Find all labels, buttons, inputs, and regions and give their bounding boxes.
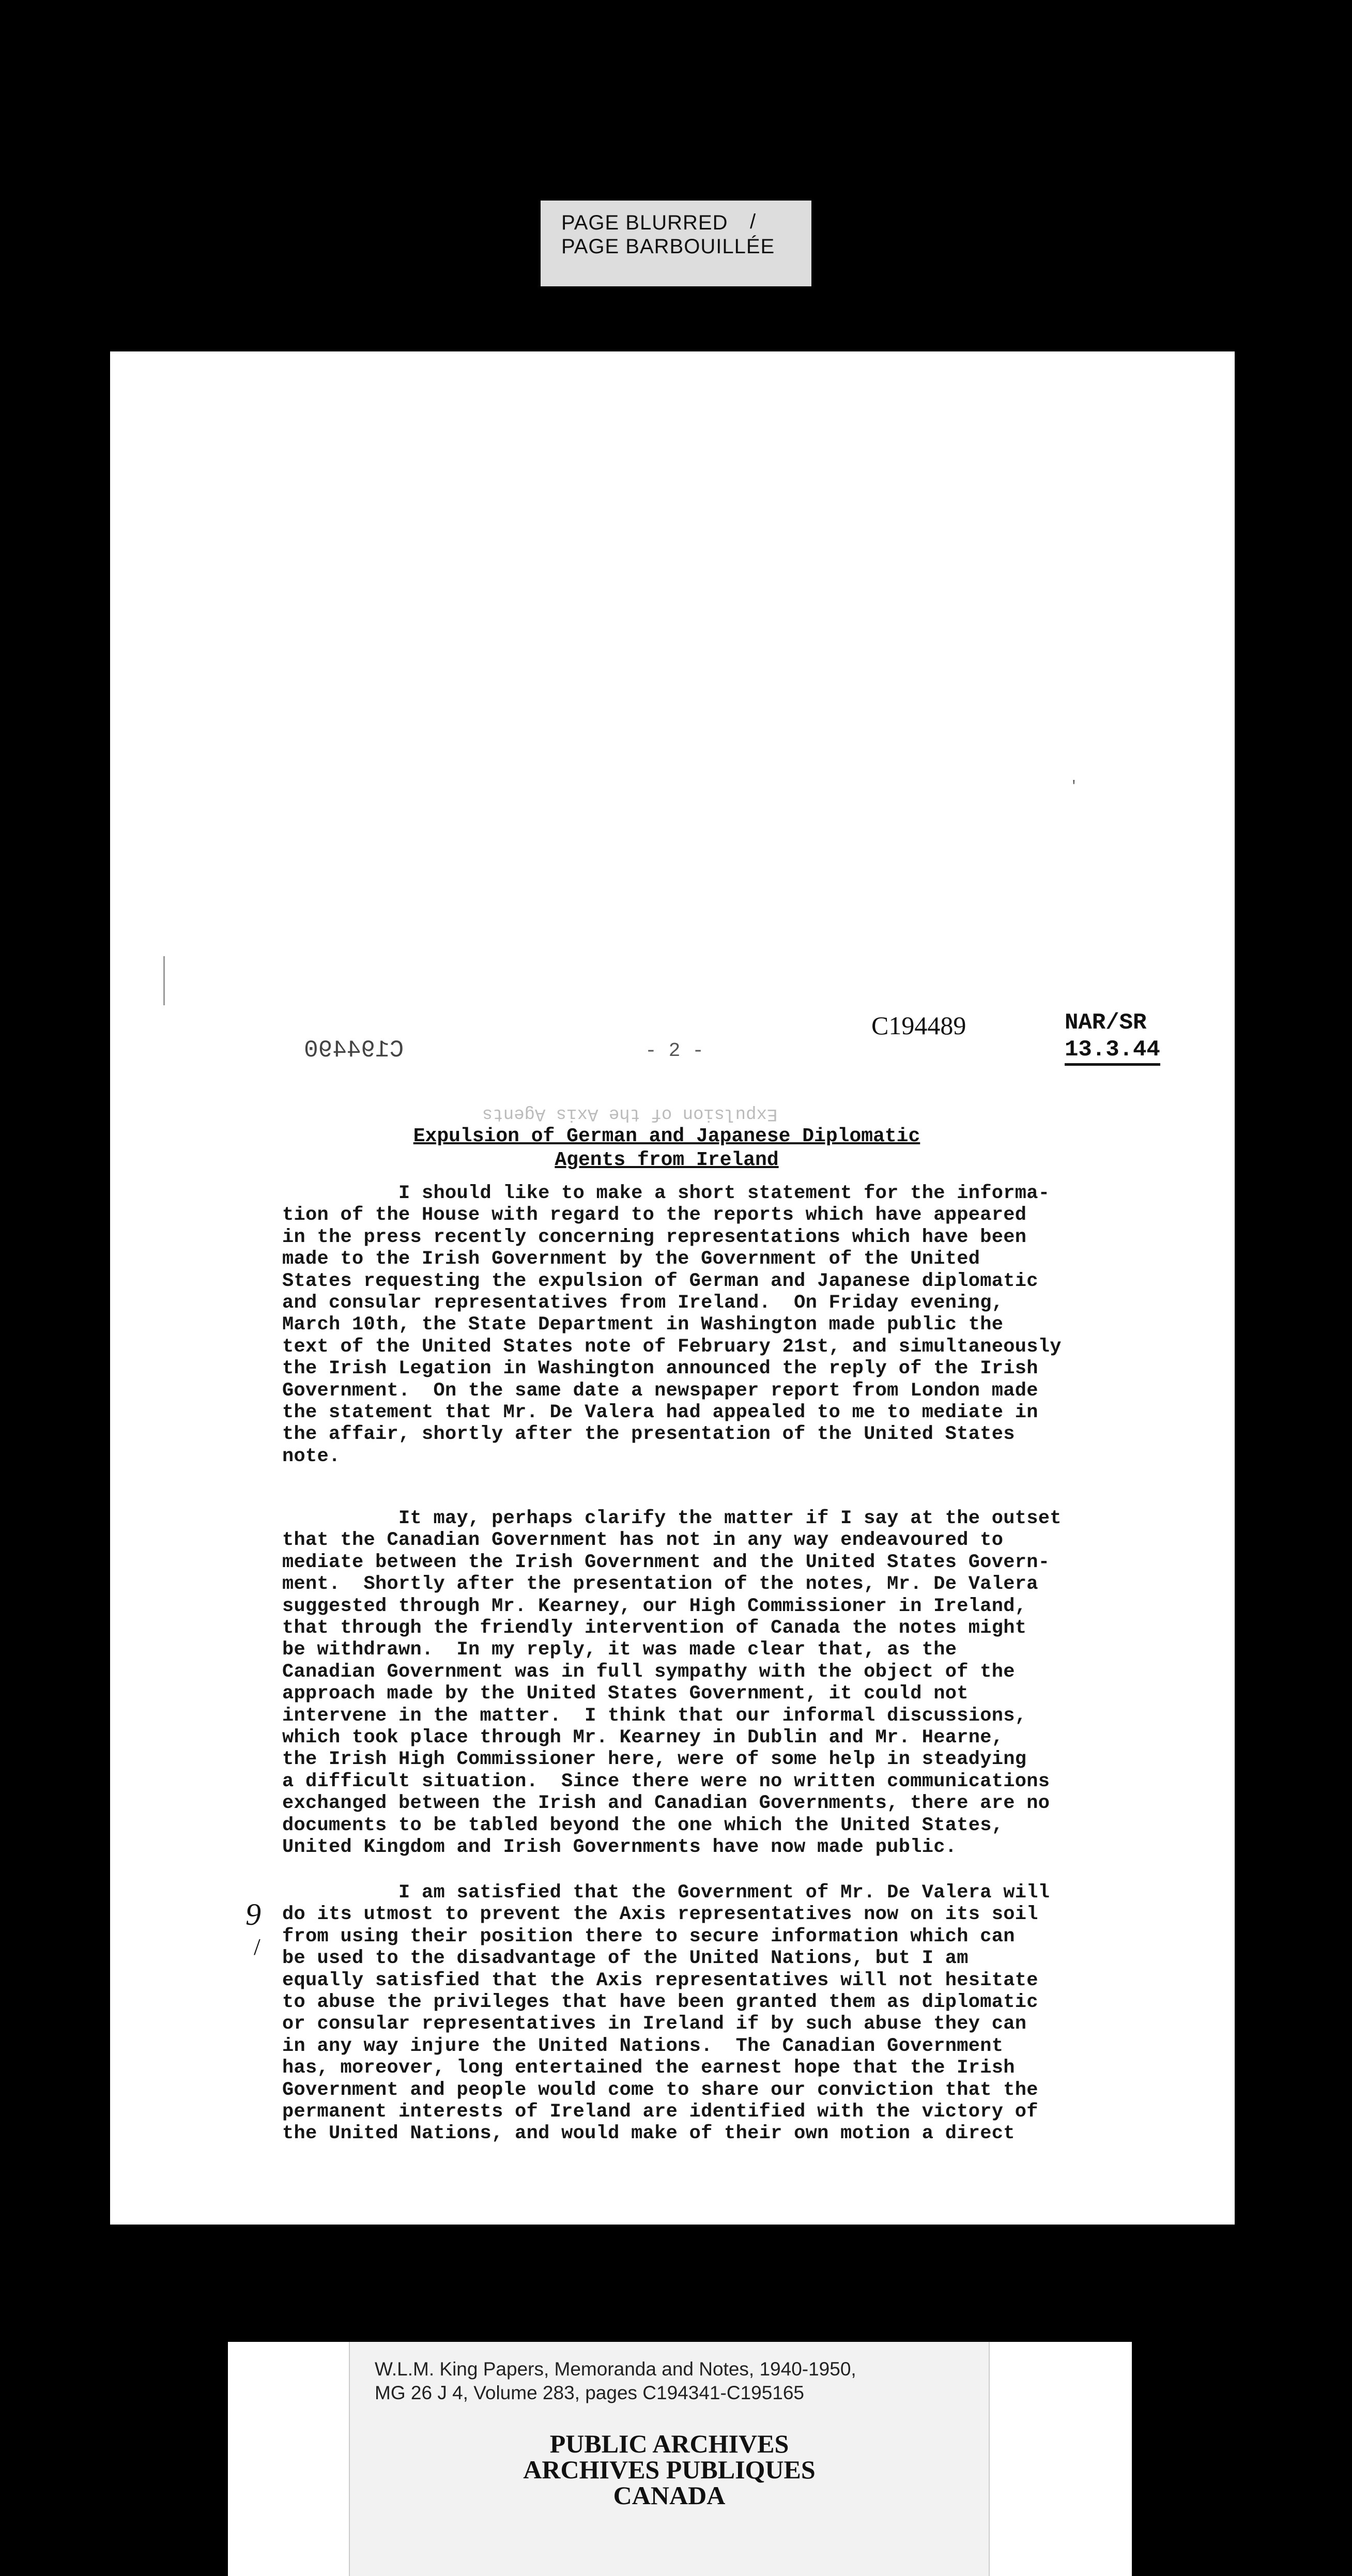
archive-footer [228,2342,1132,2576]
page-number: - 2 - [645,1040,704,1062]
document-title [306,1125,1027,1172]
margin-annotation-nine: 9 [245,1897,261,1931]
title-line-2: Agents from Ireland [555,1149,779,1171]
document-page [110,351,1235,2225]
title-line-1: Expulsion of German and Japanese Diplomatic [413,1125,920,1147]
archive-citation [375,2357,856,2405]
stamp-line-english: PAGE BLURRED [561,211,728,234]
page-speck: ' [1070,778,1078,794]
paragraph-1: I should like to make a short statement for the informa- tion of the House with regard to the reports which have appeared in the press recently concerning representations which have been made to the Irish Government by the Government of the United States requesting the expulsion of German and Japanese diplomatic and consular representatives from Ireland. On Friday evening, March 10th, the State Department in Washington made public the text of the United States note of February 21st, and simultaneously the Irish Legation in Washington announced the reply of the Irish Government. On the same date a newspaper report from London made the statement that Mr. De Valera had appealed to me to mediate in the affair, shortly after the presentation of the United States note. [282,1183,1062,1467]
archives-french: ARCHIVES PUBLIQUES [523,2455,816,2484]
archives-country: CANADA [613,2481,726,2510]
archive-label [349,2342,990,2576]
archives-name [350,2431,989,2508]
page-edge-mark [163,956,165,1005]
reference-number: C194489 [871,1011,966,1040]
paragraph-3: I am satisfied that the Government of Mr. De Valera will do its utmost to prevent the Axis representatives now on its soil from using their position there to secure information which can be used to the disadvantage of the United Nations, but I am equally satisfied that the Axis representatives will not hesitate to abuse the privileges that have been granted them as diplomatic or consular representatives in Ireland if by such abuse they can in any way injure the United Nations. The Canadian Government has, moreover, long entertained the earnest hope that the Irish Government and people would come to share our conviction that the permanent interests of Ireland are identified with the victory of the United Nations, and would make of their own motion a direct [282,1882,1050,2145]
stamp-line-french: PAGE BARBOUILLÉE [561,235,775,258]
document-date: 13.3.44 [1065,1036,1160,1066]
mirrored-reference-number: C194490 [304,1037,404,1064]
stamp-mark: / [750,210,757,233]
citation-line-1: W.L.M. King Papers, Memoranda and Notes, 1940-1950, [375,2358,856,2380]
margin-annotation-tick: / [254,1934,260,1960]
citation-line-2: MG 26 J 4, Volume 283, pages C194341-C195165 [375,2382,805,2403]
file-code: NAR/SR [1065,1010,1147,1036]
page-blurred-stamp [541,201,811,286]
file-code-block [1065,1009,1160,1066]
paragraph-2: It may, perhaps clarify the matter if I say at the outset that the Canadian Government has not in any way endeavoured to mediate between the Irish Government and the United States Govern- ment. Shortly after the presentation of the notes, Mr. De Valera suggested through Mr. Kearney, our High Commissioner in Ireland, that through the friendly intervention of Canada the notes might be withdrawn. In my reply, it was made clear that, as the Canadian Government was in full sympathy with the object of the approach made by the United States Government, it could not intervene in the matter. I think that our informal discussions, which took place through Mr. Kearney in Dublin and Mr. Hearne, the Irish High Commissioner here, were of some help in steadying a difficult situation. Since there were no written communications exchanged between the Irish and Canadian Governments, there are no documents to be tabled beyond the one which the United States, United Kingdom and Irish Governments have now made public. [282,1508,1062,1859]
bleed-through-text: Expulsion of the Axis Agents [482,1104,778,1124]
archives-english: PUBLIC ARCHIVES [549,2429,789,2458]
